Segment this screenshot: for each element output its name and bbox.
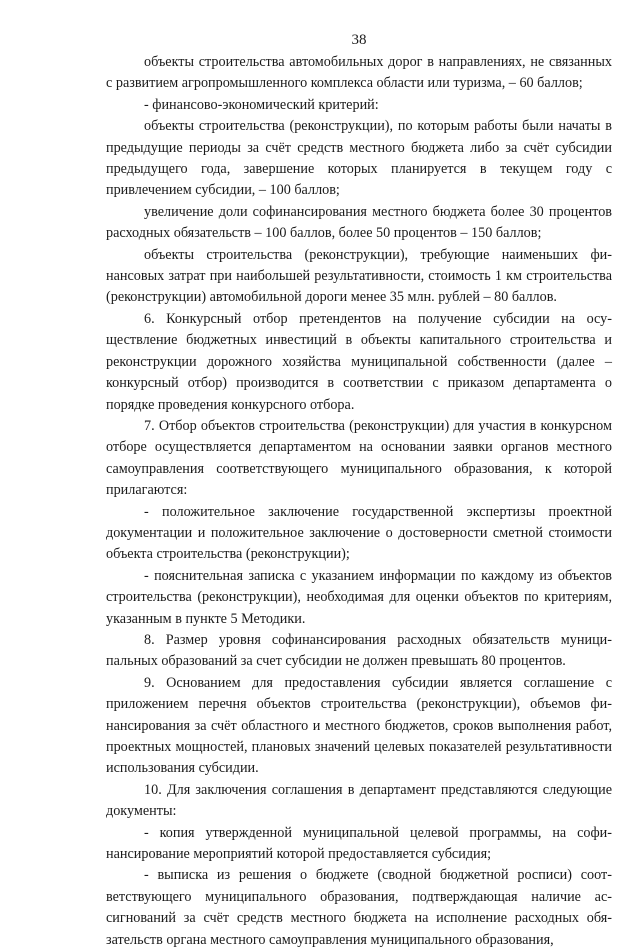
page-number: 38 bbox=[351, 32, 367, 48]
paragraph: 10. Для заключения соглашения в департамент представляются следующие документы: bbox=[106, 781, 612, 820]
paragraph: объекты строительства автомобильных дорог в направлениях, не связанных с развитием агропромышленного комплекса области или туризма, – 60 баллов; bbox=[106, 54, 612, 92]
paragraph: объекты строительства (реконструкции), требующие наименьших финансовых затрат при наибольшей результативности, стоимость 1 км строительства (реконструкции) автомобильной дороги менее 35 млн. рублей – 80 баллов. bbox=[106, 246, 612, 306]
paragraph: - пояснительная записка с указанием информации по каждому из объектов строительства (реконструкции), необходимая для оценки объектов по критериям, указанным в пункте 5 Методики. bbox=[106, 567, 612, 627]
paragraph: 7. Отбор объектов строительства (реконструкции) для участия в конкурсном отборе осуществляется департаментом на основании заявки органов местного самоуправления соответствующего муниципального образования, к которой прилагаются: bbox=[106, 417, 612, 499]
paragraph: - выписка из решения о бюджете (сводной бюджетной росписи) соответствующего муниципального образования, подтверждающая наличие ассигнований за счёт средств местного бюджета на исполнение расходных обязательств органа местного самоуправления муниципального образования, bbox=[106, 867, 612, 948]
paragraph: 6. Конкурсный отбор претендентов на получение субсидии на осуществление бюджетных инвестиций в объекты капитального строительства и реконструкции дорожного хозяйства муниципальной собственности (далее – конкурсный отбор) производится в соответствии с приказом департамента о порядке проведения конкурсного отбора. bbox=[106, 310, 612, 413]
paragraph: - финансово-экономический критерий: bbox=[144, 96, 379, 113]
paragraph: увеличение доли софинансирования местного бюджета более 30 процентов расходных обязательств – 100 баллов, более 50 процентов – 150 баллов; bbox=[106, 203, 612, 242]
paragraph: - копия утвержденной муниципальной целевой программы, на софинансирование мероприятий которой предоставляется субсидия; bbox=[106, 824, 612, 863]
paragraph: объекты строительства (реконструкции), по которым работы были начаты в предыдущие периоды за счёт средств местного бюджета либо за счёт субсидии предыдущего года, завершение которых планируется в текущем году с привлечением субсидии, – 100 баллов; bbox=[106, 118, 612, 199]
paragraph: 9. Основанием для предоставления субсидии является соглашение с приложением перечня объектов строительства (реконструкции), объемов финансирования за счёт областного и местного бюджетов, сроков выполнения работ, проектных мощностей, плановых значений целевых показателей результативности использования субсидии. bbox=[106, 674, 612, 777]
paragraph: - положительное заключение государственной экспертизы проектной документации и положительное заключение о достоверности сметной стоимости объекта строительства (реконструкции); bbox=[106, 503, 612, 563]
paragraph: 8. Размер уровня софинансирования расходных обязательств муниципальных образований за счет субсидии не должен превышать 80 процентов. bbox=[106, 631, 612, 670]
document-page bbox=[106, 30, 612, 951]
